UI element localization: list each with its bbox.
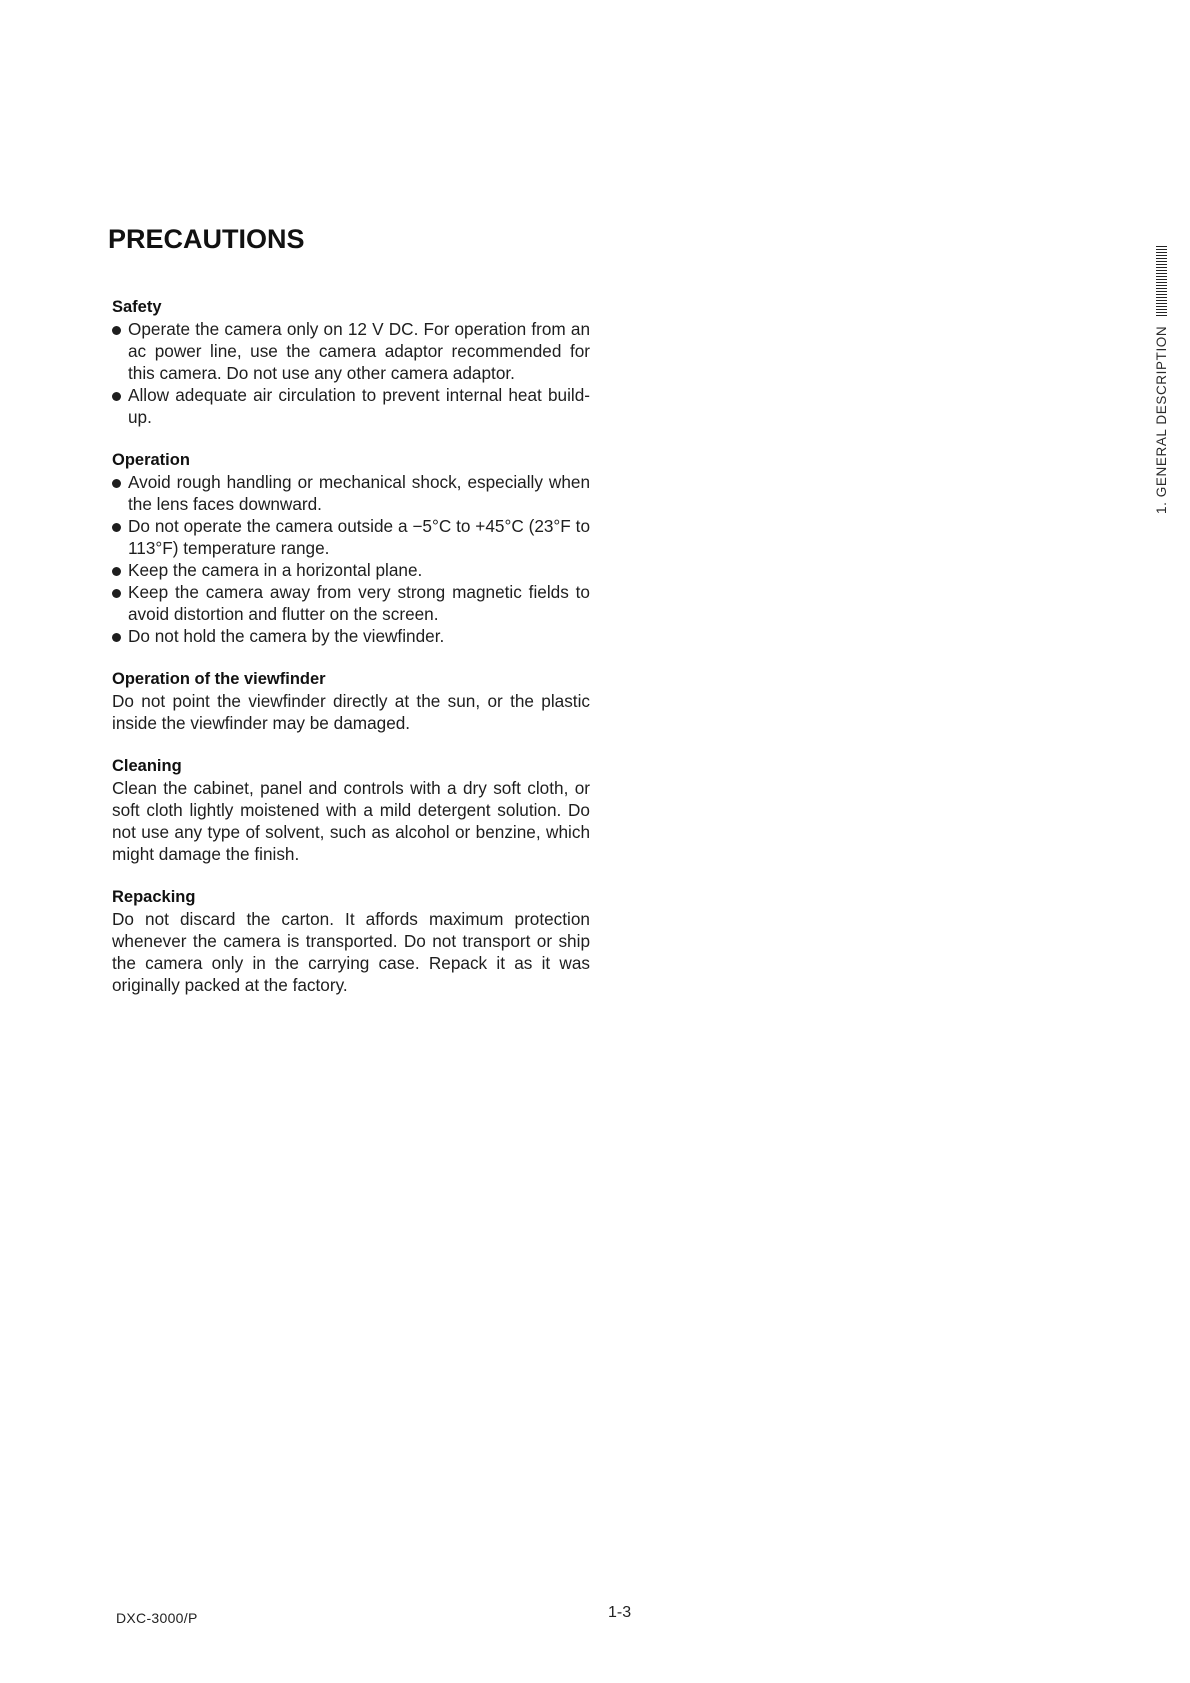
page-title: PRECAUTIONS [108,224,305,254]
section-tab-label: 1. GENERAL DESCRIPTION [1154,325,1169,514]
safety-section [112,296,590,428]
bullet-icon [112,479,121,488]
repacking-section [112,886,590,996]
operation-heading: Operation [112,451,190,469]
index-marker-bars [1156,246,1167,316]
cleaning-text: Clean the cabinet, panel and controls with a dry soft cloth, or soft cloth lightly moistened with a mild detergent solution. Do not use any type of solvent, such as alcohol or benzine, which might damage the finish. [112,778,590,864]
list-item [112,384,590,428]
footer-model-number: DXC-3000/P [116,1610,198,1626]
precautions-content [112,296,590,1017]
repacking-heading: Repacking [112,888,196,906]
bullet-icon [112,567,121,576]
bullet-icon [112,589,121,598]
viewfinder-section [112,668,590,734]
bullet-icon [112,633,121,642]
safety-heading: Safety [112,298,162,316]
section-tab [1154,246,1169,514]
cleaning-section [112,755,590,865]
list-item-text: Keep the camera in a horizontal plane. [128,560,423,580]
list-item-text: Do not operate the camera outside a −5°C to +45°C (23°F to 113°F) temperature range. [128,516,590,558]
list-item-text: Avoid rough handling or mechanical shock, especially when the lens faces downward. [128,472,590,514]
page-number: 1-3 [608,1604,632,1621]
list-item [112,581,590,625]
list-item-text: Do not hold the camera by the viewfinder. [128,626,445,646]
bullet-icon [112,523,121,532]
list-item [112,515,590,559]
operation-section [112,449,590,647]
list-item [112,318,590,384]
repacking-text: Do not discard the carton. It affords maximum protection whenever the camera is transported. Do not transport or ship the camera only in the carrying case. Repack it as it was originally packed at the factory. [112,909,590,995]
list-item [112,625,590,647]
bullet-icon [112,326,121,335]
list-item [112,471,590,515]
list-item-text: Allow adequate air circulation to prevent internal heat build-up. [128,385,590,427]
list-item-text: Operate the camera only on 12 V DC. For operation from an ac power line, use the camera adaptor recommended for this camera. Do not use any other camera adaptor. [128,319,590,383]
cleaning-heading: Cleaning [112,757,182,775]
viewfinder-text: Do not point the viewfinder directly at the sun, or the plastic inside the viewfinder may be damaged. [112,691,590,733]
bullet-icon [112,392,121,401]
viewfinder-heading: Operation of the viewfinder [112,670,326,688]
list-item [112,559,590,581]
list-item-text: Keep the camera away from very strong magnetic fields to avoid distortion and flutter on the screen. [128,582,590,624]
